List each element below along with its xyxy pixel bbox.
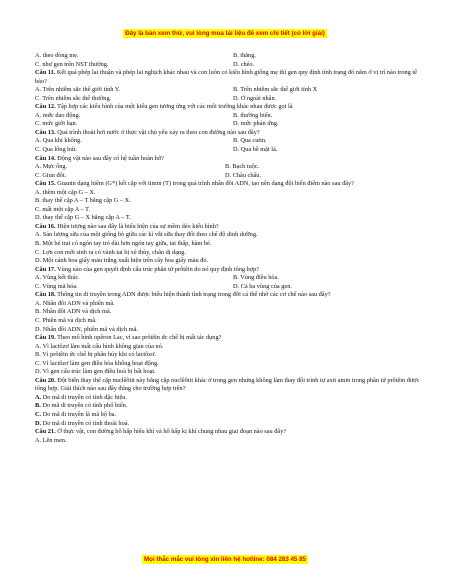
answer-option: D. chéo. bbox=[233, 60, 255, 68]
answer-option: B. Trên nhiễm sắc thể giới tính X bbox=[233, 86, 318, 94]
question-13 bbox=[35, 129, 420, 138]
answer-text: Do mã di truyền có tính thoái hoá. bbox=[41, 419, 130, 427]
answer-option bbox=[35, 402, 420, 411]
answer-option: B. Vì prôtêin ức chế bị phân hủy khi có lactôzơ. bbox=[35, 351, 156, 359]
question-text: Theo mô hình opêron Lac, vì sao prôtêin ức chế bị mất tác dụng? bbox=[55, 334, 222, 342]
answer-option: B. Vùng điều hòa. bbox=[233, 274, 279, 282]
question-label: Câu 11. bbox=[35, 69, 56, 77]
answer-option: D. Nhân đôi ADN, phiên mã và dịch mã. bbox=[35, 325, 139, 333]
answer-key: D. bbox=[35, 419, 42, 427]
answer-option: C. Qua lông hút. bbox=[35, 146, 77, 154]
question-label: Câu 15. bbox=[35, 180, 56, 188]
preview-banner bbox=[0, 30, 450, 37]
answer-option: A. theo dòng mẹ. bbox=[35, 52, 79, 59]
answer-option: A. Mực ống. bbox=[35, 163, 68, 171]
answer-key: C. bbox=[35, 410, 42, 418]
question-text: Thông tin di truyền trong ADN được biểu hiện thành tính trạng trong đời cá thể nhờ các cơ chế nào sau đây? bbox=[55, 291, 331, 299]
question-label: Câu 20. bbox=[35, 376, 56, 384]
question-label: Câu 12. bbox=[35, 103, 56, 111]
answer-text: Do mã di truyền là mã bộ ba. bbox=[41, 410, 117, 418]
question-text: Tập hợp các kiểu hình của một kiểu gen tương ứng với các môi trường khác nhau được gọi là bbox=[55, 103, 293, 111]
question-label: Câu 19. bbox=[35, 334, 56, 342]
answer-row bbox=[35, 61, 420, 70]
answer-option: D. thay thế cặp G – X bằng cặp A – T. bbox=[35, 214, 131, 222]
question-label: Câu 13. bbox=[35, 128, 56, 136]
answer-option: D. Châu chấu. bbox=[225, 171, 262, 179]
answer-option: A. Nhân đôi ADN và phiên mã. bbox=[35, 299, 115, 307]
answer-option: D. Qua bề mặt lá. bbox=[233, 146, 278, 154]
question-text: Guanin dạng hiếm (G*) kết cặp với timin (T) trong quá trình nhân đôi ADN, tạo nên dạng đột biến điểm nào sau đây? bbox=[55, 180, 354, 188]
answer-option bbox=[35, 420, 420, 429]
answer-option bbox=[35, 394, 420, 403]
answer-option: A. mức dao động. bbox=[35, 111, 81, 119]
answer-option: B. thẳng. bbox=[233, 52, 256, 59]
answer-option: C. mức giới hạn. bbox=[35, 120, 78, 128]
question-18 bbox=[35, 291, 420, 300]
answer-row bbox=[35, 120, 420, 129]
answer-option: B. Bạch tuộc. bbox=[225, 163, 260, 171]
answer-text: Do mã di truyền có tính đặc hiệu. bbox=[41, 393, 127, 401]
answer-option: C. như gen trên NST thường. bbox=[35, 60, 109, 68]
answer-row bbox=[35, 137, 420, 146]
answer-row bbox=[35, 52, 420, 61]
answer-option: B. Nhân đôi ADN và dịch mã. bbox=[35, 308, 112, 316]
question-list bbox=[35, 52, 420, 445]
question-label: Câu 21. bbox=[35, 428, 56, 436]
answer-option: A. Trên nhiễm sắc thể giới tính Y. bbox=[35, 86, 121, 94]
question-label: Câu 17. bbox=[35, 265, 56, 273]
answer-option: D. Ở ngoài nhân. bbox=[233, 94, 277, 102]
answer-option: B. thay thế cặp A – T bằng cặp G – X. bbox=[35, 197, 131, 205]
answer-text: Do mã di truyền có tính phổ biến. bbox=[40, 402, 128, 410]
answer-key: A. bbox=[35, 393, 42, 401]
answer-option: D. mức phản ứng. bbox=[233, 120, 279, 128]
answer-option: D. Vì gen cấu trúc làm gen điều hoà bị bất hoạt. bbox=[35, 368, 156, 376]
answer-option: A. Sản lượng sữa của một giống bò giữa các kì vắt sữa thay đổi theo chế độ dinh dưỡng. bbox=[35, 231, 258, 239]
question-17 bbox=[35, 266, 420, 275]
question-14 bbox=[35, 155, 420, 164]
question-text: Vùng nào của gen quyết định cấu trúc phân tử prôtêin do nó quy định tổng hợp? bbox=[55, 265, 260, 273]
answer-option: D. Cả ba vùng của gen. bbox=[233, 282, 292, 290]
question-text: Kết quả phép lai thuận và phép lai nghịch khác nhau và con luôn có kiểu hình giống mẹ thì gen quy định tính trạng đó nằm ở vị trí nào trong tế bào? bbox=[35, 69, 417, 85]
answer-option: C. Phiên mã và dịch mã. bbox=[35, 316, 97, 324]
hotline-banner-text: Mọi thắc mắc vui lòng xin liên hệ hotline: 084 283 45 85 bbox=[144, 556, 306, 563]
answer-row bbox=[35, 283, 420, 292]
question-text: Quá trình thoát hơi nước ở thực vật chủ yếu xảy ra theo con đường nào sau đây? bbox=[55, 128, 260, 136]
answer-row bbox=[35, 146, 420, 155]
answer-option: D. Một cánh hoa giấy màu trắng xuất hiện trên cây hoa giấy màu đỏ. bbox=[35, 257, 209, 265]
question-label: Câu 18. bbox=[35, 291, 56, 299]
answer-option: B. Một bé trai có ngón tay trỏ dài hơn ngón tay giữa, tai thấp, hàm bé. bbox=[35, 240, 212, 248]
answer-option: C. mất một cặp A – T. bbox=[35, 205, 91, 213]
answer-row bbox=[35, 274, 420, 283]
answer-option: C. Vùng mã hóa. bbox=[35, 282, 78, 290]
question-text: Ở thực vật, con đường hô hấp hiếu khí và hô hấp kị khí chung nhau giai đoạn nào sau đây? bbox=[55, 428, 287, 436]
question-19 bbox=[35, 334, 420, 343]
answer-option: A. Qua khí khổng. bbox=[35, 137, 82, 145]
answer-option: C. Vì lactôzơ làm gen điều hòa không hoạt động. bbox=[35, 359, 159, 367]
question-text: Đột biến thay thế cặp nuclêôtit này bằng cặp nuclêôtit khác ở trong gen nhưng không làm thay đổi trình tự axit amin trong phân tử prôtêin được tổng hợp. Giải thích nào sau đây đúng cho trường hợp trên? bbox=[35, 376, 420, 393]
answer-row bbox=[35, 95, 420, 104]
answer-option: B. Qua cutin. bbox=[233, 137, 267, 145]
answer-row bbox=[35, 163, 420, 172]
answer-option bbox=[35, 411, 420, 420]
answer-option: C. Lợn con mới sinh ra có vành tai bị xẻ thùy, chân dị dạng. bbox=[35, 248, 186, 256]
question-16 bbox=[35, 223, 420, 232]
question-label: Câu 14. bbox=[35, 154, 56, 162]
answer-option: C. Giun đốt. bbox=[35, 171, 67, 179]
answer-option: A. thêm một cặp G – X. bbox=[35, 188, 96, 196]
answer-row bbox=[35, 112, 420, 121]
answer-row bbox=[35, 86, 420, 95]
question-20 bbox=[35, 377, 420, 394]
answer-key: B. bbox=[35, 402, 41, 410]
answer-option: A. Lên men. bbox=[35, 436, 67, 444]
question-text: Động vật nào sau đây có hệ tuần hoàn hở? bbox=[55, 154, 164, 162]
question-12 bbox=[35, 103, 420, 112]
question-text: Hiện tượng nào sau đây là biểu hiện của sự mềm dẻo kiểu hình? bbox=[55, 222, 219, 230]
question-label: Câu 16. bbox=[35, 222, 56, 230]
question-11 bbox=[35, 69, 420, 86]
answer-option: A. Vì lactôzơ làm mất cấu hình không gian của nó. bbox=[35, 342, 164, 350]
answer-option: B. thường biến. bbox=[233, 111, 273, 119]
question-15 bbox=[35, 180, 420, 189]
hotline-banner bbox=[0, 556, 450, 563]
answer-row bbox=[35, 172, 420, 181]
answer-option: C. Trên nhiễm sắc thể thường. bbox=[35, 94, 112, 102]
preview-banner-text: Đây là bản xem thử, vui lòng mua tài liệu để xem chi tiết (có lời giải) bbox=[125, 30, 325, 37]
question-21 bbox=[35, 428, 420, 437]
answer-option: A. Vùng kết thúc. bbox=[35, 274, 80, 282]
